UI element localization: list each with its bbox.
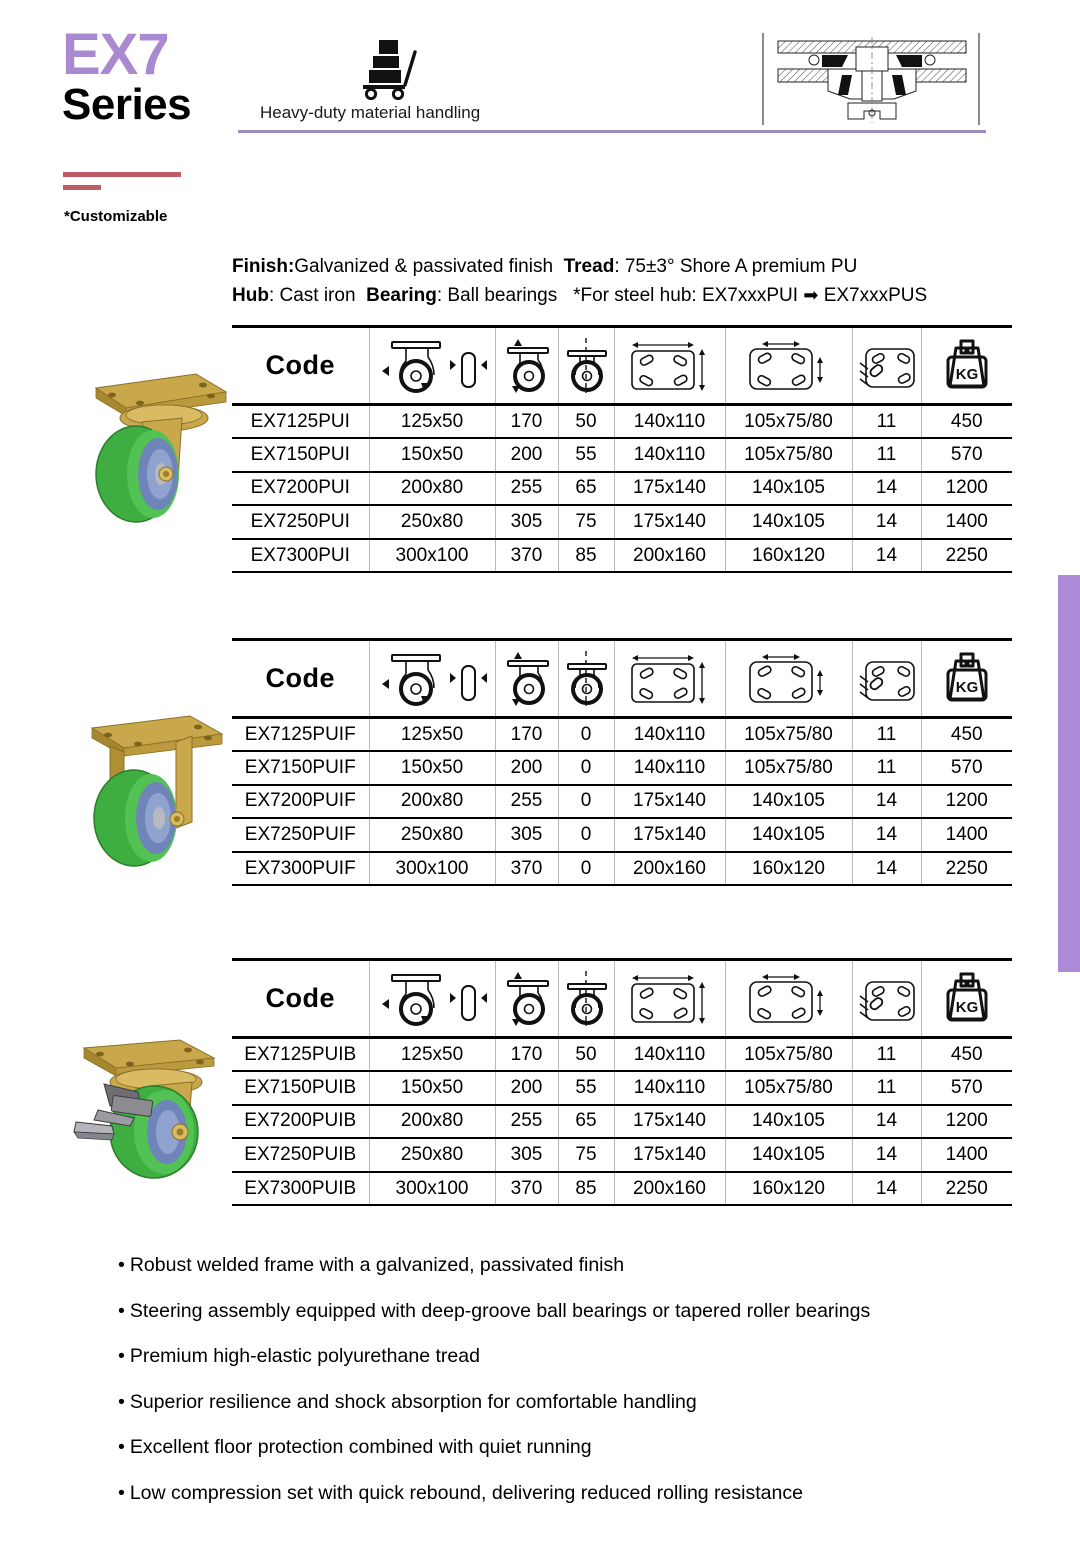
cell-wheel: 300x100 [369,539,495,573]
cell-bolt: 140x105 [725,785,852,819]
cell-plate: 140x110 [614,405,725,439]
table-row [232,818,1012,852]
cell-height: 305 [495,818,558,852]
list-item [118,1299,1018,1322]
table-header-row [232,960,1012,1038]
swivel-offset-icon [560,970,612,1028]
table-row [232,1172,1012,1206]
top-plate-size-icon [622,650,718,708]
wheel-diameter-width-icon [376,970,488,1028]
cell-height: 305 [495,1138,558,1172]
cell-bolt: 105x75/80 [725,1071,852,1105]
cell-code: EX7200PUIB [232,1105,369,1139]
cell-offset: 0 [558,818,614,852]
cell-load: 450 [921,718,1012,752]
swivel-offset-icon [560,650,612,708]
column-header-wheel-size [369,960,495,1038]
cell-wheel: 200x80 [369,472,495,506]
table-row [232,1138,1012,1172]
spec-steel-hub-note: *For steel hub: EX7xxxPUI [573,285,799,307]
cell-height: 170 [495,1038,558,1072]
spec-value-tread: : 75±3° Shore A premium PU [614,256,858,277]
cell-offset: 65 [558,472,614,506]
hand-truck-icon [355,38,421,100]
table-header-row [232,640,1012,718]
cell-offset: 85 [558,539,614,573]
cell-wheel: 150x50 [369,1071,495,1105]
cell-code: EX7125PUIB [232,1038,369,1072]
cell-height: 370 [495,539,558,573]
spec-table-fixed-wrap [232,638,1012,886]
column-header-plate-size [614,327,725,405]
braked-swivel-caster-photo [68,1026,236,1198]
cell-hole: 11 [852,1038,921,1072]
overall-height-icon [500,650,554,708]
cell-load: 1400 [921,818,1012,852]
cell-height: 200 [495,751,558,785]
cell-load: 570 [921,751,1012,785]
cell-bolt: 105x75/80 [725,438,852,472]
bullet-text: Excellent floor protection combined with quiet running [129,1436,592,1458]
cell-offset: 75 [558,505,614,539]
load-capacity-kg-icon [939,650,995,708]
cell-code: EX7300PUIB [232,1172,369,1206]
spec-steel-hub-code: EX7xxxPUS [823,285,928,307]
swivel-offset-icon [560,337,612,395]
cell-plate: 200x160 [614,539,725,573]
table-body-swivel [232,405,1012,573]
column-header-swivel-offset [558,960,614,1038]
cell-plate: 140x110 [614,1071,725,1105]
column-header-overall-height [495,640,558,718]
cell-height: 170 [495,718,558,752]
customizable-note: *Customizable [64,208,168,225]
cell-height: 170 [495,405,558,439]
table-body-fixed [232,718,1012,886]
specifications-block [232,252,1022,311]
cell-plate: 175x140 [614,785,725,819]
cad-divider-left [762,33,764,125]
cell-wheel: 200x80 [369,785,495,819]
cell-code: EX7150PUI [232,438,369,472]
cell-code: EX7150PUIB [232,1071,369,1105]
cell-load: 450 [921,1038,1012,1072]
column-header-code [232,327,369,405]
cell-offset: 55 [558,1071,614,1105]
top-plate-size-icon [622,970,718,1028]
cell-hole: 14 [852,1138,921,1172]
column-header-bolt-hole-dia [852,960,921,1038]
bullet-dot-icon: • [118,1481,125,1504]
spec-table-braked [232,958,1012,1206]
cell-height: 370 [495,852,558,886]
cell-offset: 50 [558,405,614,439]
cell-bolt: 160x120 [725,852,852,886]
cell-plate: 140x110 [614,438,725,472]
spec-label-bearing: Bearing [366,285,437,307]
list-item [118,1347,1018,1367]
bolt-hole-pattern-icon [734,337,844,395]
cell-hole: 14 [852,539,921,573]
cell-offset: 75 [558,1138,614,1172]
cell-hole: 11 [852,718,921,752]
cell-bolt: 105x75/80 [725,405,852,439]
spec-value-bearing: : Ball bearings [436,285,558,307]
column-header-load-capacity [921,327,1012,405]
header-divider-rule [238,130,986,133]
cell-code: EX7250PUI [232,505,369,539]
cell-offset: 0 [558,751,614,785]
page-header [0,0,1080,235]
column-header-plate-size [614,640,725,718]
cell-plate: 175x140 [614,472,725,506]
cell-plate: 175x140 [614,1105,725,1139]
cell-code: EX7250PUIB [232,1138,369,1172]
svg-text:KG: KG [955,678,978,696]
overall-height-icon [500,337,554,395]
cell-bolt: 140x105 [725,1105,852,1139]
header-tagline: Heavy-duty material handling [260,103,481,122]
cell-wheel: 300x100 [369,1172,495,1206]
table-row [232,405,1012,439]
column-header-bolt-pattern [725,327,852,405]
cell-load: 1400 [921,505,1012,539]
cell-hole: 11 [852,405,921,439]
cell-bolt: 140x105 [725,505,852,539]
cell-plate: 200x160 [614,1172,725,1206]
cell-wheel: 300x100 [369,852,495,886]
column-header-overall-height [495,327,558,405]
load-capacity-kg-icon [939,337,995,395]
column-header-bolt-hole-dia [852,327,921,405]
bullet-dot-icon: • [118,1299,125,1322]
logo-secondary-text: Series [62,80,192,130]
cell-load: 570 [921,438,1012,472]
cell-height: 255 [495,1105,558,1139]
bolt-hole-pattern-icon [734,970,844,1028]
cell-load: 1200 [921,472,1012,506]
cell-load: 1400 [921,1138,1012,1172]
table-row [232,1038,1012,1072]
cell-height: 255 [495,472,558,506]
cell-code: EX7200PUIF [232,785,369,819]
column-header-wheel-size [369,640,495,718]
column-header-bolt-pattern [725,960,852,1038]
spec-line-hub-bearing [232,281,1022,310]
cell-code: EX7200PUI [232,472,369,506]
cell-bolt: 105x75/80 [725,1038,852,1072]
bolt-hole-pattern-icon [734,650,844,708]
table-row [232,472,1012,506]
bolt-hole-diameter-icon [856,650,918,708]
overall-height-icon [500,970,554,1028]
cell-offset: 85 [558,1172,614,1206]
spec-table-swivel-wrap [232,325,1012,573]
cell-wheel: 150x50 [369,438,495,472]
load-capacity-kg-icon [939,970,995,1028]
table-header-row [232,327,1012,405]
cell-hole: 14 [852,505,921,539]
cell-load: 1200 [921,1105,1012,1139]
cell-wheel: 250x80 [369,818,495,852]
cell-load: 1200 [921,785,1012,819]
cell-height: 305 [495,505,558,539]
cell-height: 200 [495,1071,558,1105]
spec-table-swivel [232,325,1012,573]
accent-bar-long [63,172,181,177]
code-header-label: Code [265,663,335,693]
right-arrow-icon: ➡ [803,285,819,306]
cell-height: 255 [495,785,558,819]
cad-divider-right [978,33,980,125]
column-header-swivel-offset [558,327,614,405]
swivel-caster-photo [78,358,230,543]
cell-bolt: 160x120 [725,1172,852,1206]
spec-label-hub: Hub [232,285,269,307]
column-header-bolt-pattern [725,640,852,718]
code-header-label: Code [265,350,335,380]
cell-code: EX7150PUIF [232,751,369,785]
cell-load: 2250 [921,1172,1012,1206]
bullet-dot-icon: • [118,1390,125,1413]
cell-load: 450 [921,405,1012,439]
cell-bolt: 140x105 [725,1138,852,1172]
page-side-tab [1058,575,1080,972]
table-row [232,438,1012,472]
fixed-caster-photo [82,706,230,886]
table-body-braked [232,1038,1012,1206]
bolt-hole-diameter-icon [856,970,918,1028]
cell-wheel: 200x80 [369,1105,495,1139]
table-row [232,852,1012,886]
table-row [232,785,1012,819]
cell-plate: 140x110 [614,718,725,752]
spec-value-hub: : Cast iron [268,285,356,307]
svg-text:KG: KG [955,998,978,1016]
cell-plate: 175x140 [614,818,725,852]
swivel-bearing-cross-section-drawing [772,33,972,125]
bolt-hole-diameter-icon [856,337,918,395]
column-header-plate-size [614,960,725,1038]
bullet-text: Low compression set with quick rebound, delivering reduced rolling resistance [129,1481,803,1504]
cell-hole: 11 [852,1071,921,1105]
cell-plate: 200x160 [614,852,725,886]
table-row [232,718,1012,752]
cell-wheel: 125x50 [369,718,495,752]
cell-hole: 14 [852,472,921,506]
cell-wheel: 125x50 [369,405,495,439]
cell-offset: 0 [558,785,614,819]
accent-bar-short [63,185,101,190]
column-header-load-capacity [921,640,1012,718]
cell-offset: 55 [558,438,614,472]
svg-text:KG: KG [955,365,978,383]
cell-bolt: 160x120 [725,539,852,573]
column-header-code [232,640,369,718]
bullet-text: Premium high-elastic polyurethane tread [129,1345,480,1367]
cell-hole: 11 [852,438,921,472]
cell-load: 2250 [921,852,1012,886]
column-header-code [232,960,369,1038]
column-header-overall-height [495,960,558,1038]
cell-plate: 175x140 [614,505,725,539]
cell-hole: 14 [852,852,921,886]
table-row [232,1071,1012,1105]
cell-offset: 0 [558,852,614,886]
cell-wheel: 250x80 [369,1138,495,1172]
cell-hole: 11 [852,751,921,785]
column-header-swivel-offset [558,640,614,718]
cell-offset: 50 [558,1038,614,1072]
bullet-text: Steering assembly equipped with deep-groove ball bearings or tapered roller bearings [129,1299,871,1322]
cell-plate: 140x110 [614,1038,725,1072]
cell-offset: 0 [558,718,614,752]
brand-logo [62,22,252,130]
cell-wheel: 125x50 [369,1038,495,1072]
list-item [118,1481,1018,1504]
table-row [232,751,1012,785]
spec-table-fixed [232,638,1012,886]
cell-wheel: 150x50 [369,751,495,785]
spec-line-finish-tread [232,252,1022,281]
cell-code: EX7125PUI [232,405,369,439]
bullet-dot-icon: • [118,1254,125,1276]
cell-load: 570 [921,1071,1012,1105]
list-item [118,1438,1018,1458]
cell-hole: 14 [852,818,921,852]
cell-bolt: 140x105 [725,818,852,852]
table-row [232,1105,1012,1139]
spec-value-finish: Galvanized & passivated finish [294,256,554,277]
bullet-text: Robust welded frame with a galvanized, passivated finish [129,1254,625,1276]
spec-label-tread: Tread [563,256,615,277]
cell-offset: 65 [558,1105,614,1139]
cell-load: 2250 [921,539,1012,573]
cell-bolt: 105x75/80 [725,718,852,752]
cell-wheel: 250x80 [369,505,495,539]
cell-code: EX7250PUIF [232,818,369,852]
table-row [232,505,1012,539]
spec-label-finish: Finish: [232,256,295,277]
spec-table-braked-wrap [232,958,1012,1206]
column-header-wheel-size [369,327,495,405]
cell-hole: 14 [852,785,921,819]
cell-code: EX7300PUIF [232,852,369,886]
column-header-bolt-hole-dia [852,640,921,718]
cell-plate: 140x110 [614,751,725,785]
bullet-dot-icon: • [118,1345,125,1367]
wheel-diameter-width-icon [376,337,488,395]
code-header-label: Code [265,983,335,1013]
cell-bolt: 140x105 [725,472,852,506]
feature-bullet-list [118,1256,1018,1529]
wheel-diameter-width-icon [376,650,488,708]
bullet-dot-icon: • [118,1436,125,1458]
list-item [118,1256,1018,1276]
cell-plate: 175x140 [614,1138,725,1172]
cell-code: EX7125PUIF [232,718,369,752]
cell-bolt: 105x75/80 [725,751,852,785]
cell-hole: 14 [852,1172,921,1206]
cell-code: EX7300PUI [232,539,369,573]
list-item [118,1390,1018,1413]
bullet-text: Superior resilience and shock absorption for comfortable handling [129,1390,697,1413]
cell-hole: 14 [852,1105,921,1139]
top-plate-size-icon [622,337,718,395]
cell-height: 370 [495,1172,558,1206]
column-header-load-capacity [921,960,1012,1038]
logo-primary-text: EX7 [62,22,169,87]
cell-height: 200 [495,438,558,472]
table-row [232,539,1012,573]
